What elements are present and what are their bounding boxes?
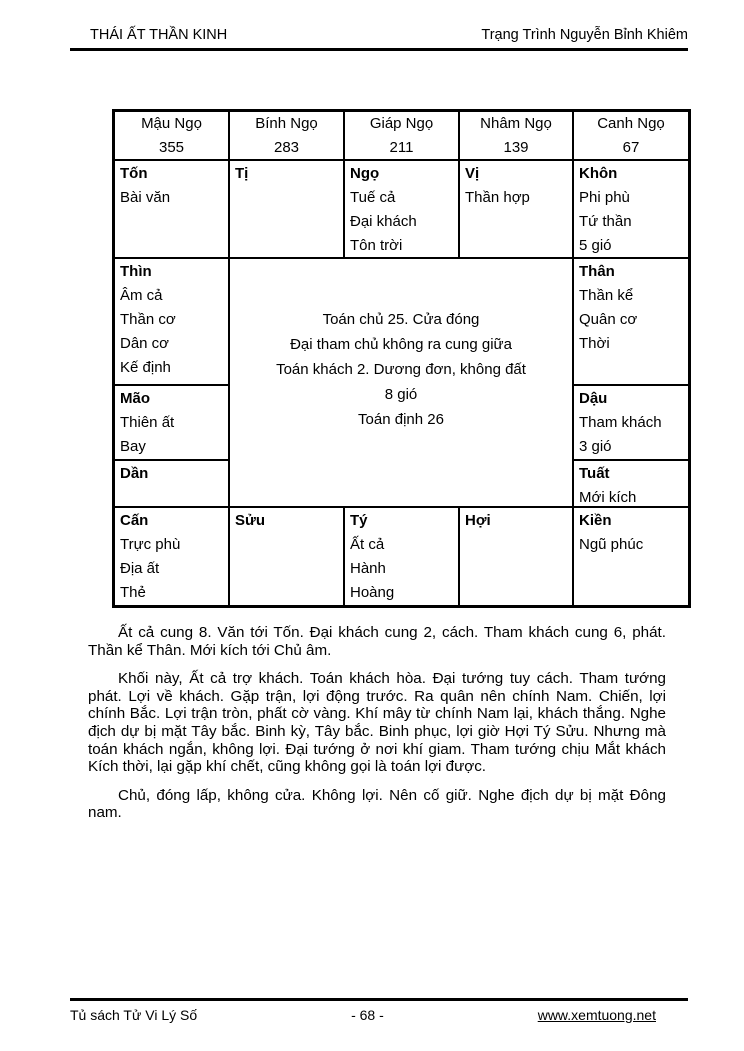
cell-lines [579, 533, 683, 557]
cell-line: 3 gió [579, 438, 612, 455]
cell-suu [230, 508, 345, 605]
cell-dan [115, 461, 230, 508]
body-paragraph-3: Chủ, đóng lấp, không cửa. Không lợi. Nên cố giữ. Nghe địch dự bị mặt Đông nam. [88, 786, 666, 822]
taiat-divination-grid [112, 109, 691, 608]
cell-line: Đại tham chủ không ra cung giữa [290, 335, 512, 353]
cell-lines [465, 186, 567, 210]
center-lines [235, 307, 567, 432]
cell-line: Trực phù [120, 536, 181, 553]
cell-lines [120, 411, 223, 459]
cell-title: Tị [235, 165, 249, 182]
cell-khon [574, 161, 688, 259]
cell-line: Hành [350, 560, 386, 577]
cell-title: Sửu [235, 512, 266, 529]
year-name: Bính Ngọ [255, 115, 318, 132]
cell-title: Hợi [465, 512, 491, 529]
cell-line: Bay [120, 438, 146, 455]
year-value: 283 [273, 139, 300, 156]
year-name: Canh Ngọ [597, 115, 665, 132]
cell-line: Toán khách 2. Dương đơn, không đất [276, 360, 526, 378]
footer-page-number: - 68 - [351, 1007, 384, 1023]
cell-line: Tứ thần [579, 213, 632, 230]
year-value: 139 [503, 139, 529, 156]
cell-lines [579, 486, 683, 508]
body-paragraph-1: Ất cả cung 8. Văn tới Tốn. Đại khách cung 2, cách. Tham khách cung 6, phát. Thần kể Thân. Mới kích tới Chủ âm. [88, 624, 666, 659]
cell-line: 5 gió [579, 237, 612, 254]
cell-lines [120, 284, 223, 380]
cell-line: Ngũ phúc [579, 536, 644, 553]
cell-binh-ngo [230, 112, 345, 161]
cell-ty [345, 508, 460, 605]
cell-line: 8 gió [384, 385, 418, 403]
cell-title: Tuất [579, 465, 610, 482]
cell-vi [460, 161, 574, 259]
year-name: Mậu Ngọ [141, 115, 202, 132]
cell-lines [350, 186, 453, 258]
cell-lines [120, 533, 223, 605]
body-text [88, 624, 666, 833]
header-author: Trạng Trình Nguyễn Bỉnh Khiêm [481, 27, 688, 43]
year-name: Giáp Ngọ [369, 115, 434, 132]
cell-title: Tốn [120, 165, 148, 182]
page-footer [70, 998, 688, 1023]
cell-tuat [574, 461, 688, 508]
cell-line: Tham khách [579, 414, 662, 431]
year-value: 355 [158, 139, 185, 156]
cell-line: Toán chủ 25. Cửa đóng [322, 310, 480, 328]
cell-hoi [460, 508, 574, 605]
footer-website-link[interactable]: www.xemtuong.net [537, 1007, 656, 1023]
cell-lines [350, 533, 453, 605]
cell-line: Thiên ất [120, 414, 175, 431]
cell-line: Tôn trời [350, 237, 403, 254]
page-header [70, 27, 688, 51]
cell-line: Âm cả [120, 287, 163, 304]
cell-line: Bài văn [120, 189, 171, 206]
cell-line: Quân cơ [579, 311, 638, 328]
cell-nham-ngo [460, 112, 574, 161]
cell-title: Tý [350, 512, 368, 529]
cell-title: Khôn [579, 165, 618, 182]
year-value: 211 [389, 139, 414, 156]
cell-center-summary [230, 259, 574, 508]
cell-lines [579, 186, 683, 258]
cell-title: Dần [120, 465, 149, 482]
cell-title: Mão [120, 390, 150, 407]
cell-can [115, 508, 230, 605]
cell-line: Thần kể [579, 287, 634, 304]
cell-ton [115, 161, 230, 259]
cell-ngo [345, 161, 460, 259]
cell-line: Kế định [120, 359, 171, 376]
cell-line: Hoàng [350, 584, 395, 601]
cell-title: Vị [465, 165, 480, 182]
cell-line: Địa ất [120, 560, 160, 577]
cell-lines [579, 411, 683, 459]
cell-dau [574, 386, 688, 461]
cell-kien [574, 508, 688, 605]
cell-title: Kiền [579, 512, 612, 529]
year-value: 67 [622, 139, 640, 156]
body-paragraph-2: Khối này, Ất cả trợ khách. Toán khách hòa. Đại tướng tuy cách. Tham tướng phát. Lợi về khách. Gặp trận, lợi động trước. Ra quân nên chính Nam. Chiến, lợi chính Bắc. Lợi trận tròn, phất cờ vàng. Khí mây từ chính Nam lại, khách thắng. Nghe địch dự bị mặt Tây bắc. Binh kỳ, Tây bắc. Binh phục, lợi giờ Hợi Tý Sửu. Nhưng mà toán khách ngắn, không lợi. Đại tướng ở nơi khí giam. Tham tướng chịu Mắt khách Kích thời, lại gặp khí chết, cũng không gọi là toán lợi được. [88, 670, 666, 776]
cell-line: Phi phù [579, 189, 630, 206]
header-book-title: THÁI ẤT THẦN KINH [90, 27, 228, 43]
cell-canh-ngo [574, 112, 688, 161]
cell-title: Dậu [579, 390, 608, 407]
cell-line: Thời [579, 335, 610, 352]
cell-title: Cấn [120, 512, 149, 529]
cell-line: Thần hợp [465, 189, 530, 206]
cell-mau-ngo [115, 112, 230, 161]
cell-line: Dân cơ [120, 335, 170, 352]
cell-line: Mới kích [579, 489, 637, 506]
cell-line: Thần cơ [120, 311, 176, 328]
cell-lines [579, 284, 683, 356]
cell-lines [120, 186, 223, 210]
cell-mao [115, 386, 230, 461]
cell-title: Thân [579, 263, 615, 280]
footer-series-title: Tủ sách Tử Vi Lý Số [70, 1007, 198, 1023]
cell-thin [115, 259, 230, 386]
cell-giap-ngo [345, 112, 460, 161]
cell-line: Đại khách [350, 213, 417, 230]
cell-than [574, 259, 688, 386]
cell-line: Tuế cả [350, 189, 396, 206]
year-name: Nhâm Ngọ [480, 115, 552, 132]
cell-line: Toán định 26 [358, 410, 444, 428]
cell-line: Ất cả [350, 536, 385, 553]
cell-line: Thẻ [120, 584, 146, 601]
cell-title: Thìn [120, 263, 152, 280]
cell-title: Ngọ [350, 165, 380, 182]
cell-ti [230, 161, 345, 259]
